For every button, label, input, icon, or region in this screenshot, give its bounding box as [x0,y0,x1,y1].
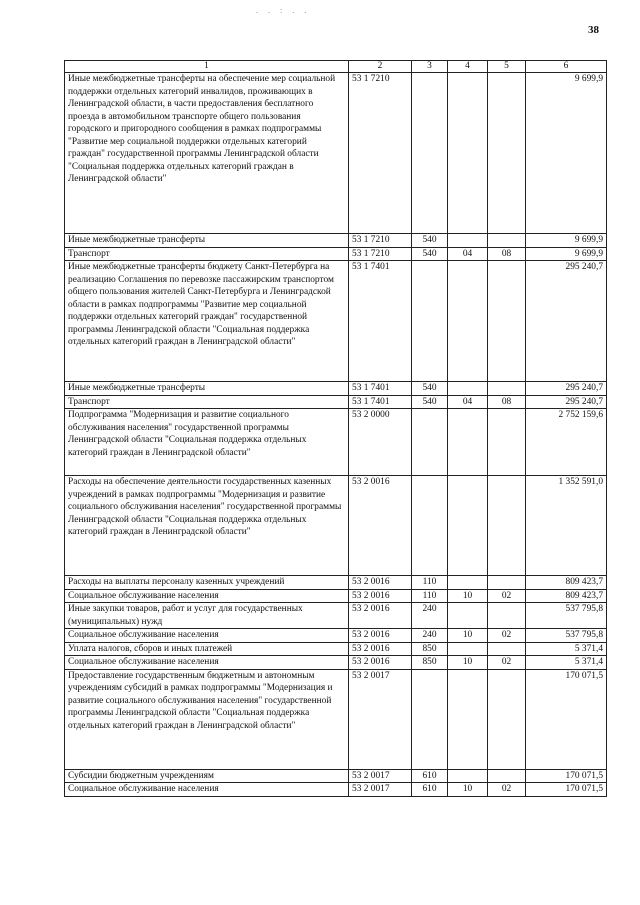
row-code-cell: 53 1 7401 [349,395,412,409]
row-section-cell: 10 [448,656,488,670]
row-amount-cell: 9 699,9 [526,73,607,234]
row-name-cell: Расходы на выплаты персоналу казенных учреждений [65,576,349,590]
row-code-cell: 53 2 0016 [349,656,412,670]
table-row [65,73,607,234]
row-expense-type-cell [412,73,448,234]
row-subsection-cell [488,73,526,234]
row-subsection-cell: 02 [488,629,526,643]
row-code-cell: 53 2 0016 [349,603,412,629]
row-section-cell [448,769,488,783]
row-subsection-cell: 02 [488,656,526,670]
row-subsection-cell: 08 [488,247,526,261]
row-subsection-cell [488,261,526,382]
row-section-cell: 10 [448,783,488,797]
row-section-cell: 04 [448,247,488,261]
table-row [65,261,607,382]
table-row [65,603,607,629]
row-name-cell: Уплата налогов, сборов и иных платежей [65,642,349,656]
row-expense-type-cell: 110 [412,576,448,590]
row-subsection-cell [488,476,526,576]
row-section-cell [448,642,488,656]
row-subsection-cell: 02 [488,783,526,797]
row-section-cell [448,73,488,234]
header-cell-1: 1 [65,61,349,73]
row-name-cell: Субсидии бюджетным учреждениям [65,769,349,783]
row-section-cell [448,476,488,576]
header-cell-6: 6 [526,61,607,73]
row-amount-cell: 537 795,8 [526,629,607,643]
row-amount-cell: 809 423,7 [526,576,607,590]
row-code-cell: 53 2 0016 [349,576,412,590]
table-row [65,656,607,670]
table-row [65,576,607,590]
table-row [65,642,607,656]
row-name-cell: Иные межбюджетные трансферты [65,382,349,396]
row-amount-cell: 2 752 159,6 [526,409,607,476]
table-row [65,589,607,603]
table-row [65,629,607,643]
table-row [65,382,607,396]
row-amount-cell: 295 240,7 [526,261,607,382]
row-amount-cell: 170 071,5 [526,669,607,769]
header-cell-3: 3 [412,61,448,73]
row-code-cell: 53 2 0016 [349,642,412,656]
row-code-cell: 53 1 7210 [349,247,412,261]
row-code-cell: 53 2 0016 [349,476,412,576]
row-expense-type-cell: 540 [412,234,448,248]
row-code-cell: 53 1 7401 [349,261,412,382]
table-row [65,234,607,248]
row-name-cell: Иные межбюджетные трансферты [65,234,349,248]
row-name-cell: Иные межбюджетные трансферты на обеспечение мер социальной поддержки отдельных категорий инвалидов, проживающих в Ленинградской области, в части предоставления бесплатного проезда в автомобильном транспорте общего пользования городского и пригородного сообщения в рамках подпрограммы "Развитие мер социальной поддержки отдельных категорий граждан" государственной программы Ленинградской области "Социальная поддержка отдельных категорий граждан в Ленинградской области" [65,73,349,234]
row-expense-type-cell: 850 [412,656,448,670]
row-section-cell [448,261,488,382]
row-amount-cell: 9 699,9 [526,234,607,248]
row-subsection-cell [488,603,526,629]
row-expense-type-cell: 540 [412,395,448,409]
row-expense-type-cell [412,476,448,576]
row-expense-type-cell: 540 [412,382,448,396]
row-name-cell: Социальное обслуживание населения [65,783,349,797]
row-subsection-cell: 08 [488,395,526,409]
scan-marks: . . : . . [256,6,311,15]
row-code-cell: 53 2 0017 [349,783,412,797]
row-subsection-cell [488,642,526,656]
row-expense-type-cell [412,669,448,769]
row-section-cell [448,382,488,396]
row-code-cell: 53 2 0016 [349,589,412,603]
budget-table [64,60,607,797]
row-subsection-cell: 02 [488,589,526,603]
row-subsection-cell [488,234,526,248]
table-row [65,476,607,576]
row-amount-cell: 1 352 591,0 [526,476,607,576]
row-section-cell [448,669,488,769]
table-row [65,247,607,261]
row-section-cell [448,234,488,248]
row-amount-cell: 295 240,7 [526,382,607,396]
row-name-cell: Социальное обслуживание населения [65,629,349,643]
row-amount-cell: 5 371,4 [526,642,607,656]
row-code-cell: 53 2 0016 [349,629,412,643]
row-expense-type-cell [412,261,448,382]
row-name-cell: Иные межбюджетные трансферты бюджету Санкт-Петербурга на реализацию Соглашения по перевозке пассажирским транспортом общего пользования жителей Санкт-Петербурга и Ленинградской области в рамках подпрограммы "Развитие мер социальной поддержки отдельных категорий граждан" государственной программы Ленинградской области "Социальная поддержка отдельных категорий граждан в Ленинградской области" [65,261,349,382]
row-amount-cell: 5 371,4 [526,656,607,670]
header-cell-5: 5 [488,61,526,73]
row-expense-type-cell [412,409,448,476]
row-name-cell: Иные закупки товаров, работ и услуг для государственных (муниципальных) нужд [65,603,349,629]
row-name-cell: Социальное обслуживание населения [65,656,349,670]
row-expense-type-cell: 850 [412,642,448,656]
row-section-cell [448,409,488,476]
row-name-cell: Транспорт [65,395,349,409]
row-code-cell: 53 2 0017 [349,669,412,769]
row-name-cell: Предоставление государственным бюджетным и автономным учреждениям субсидий в рамках подпрограммы "Модернизация и развитие социального обслуживания населения" государственной программы Ленинградской области "Социальная поддержка отдельных категорий граждан в Ленинградской области" [65,669,349,769]
table-row [65,669,607,769]
row-section-cell: 10 [448,629,488,643]
row-section-cell: 04 [448,395,488,409]
row-section-cell: 10 [448,589,488,603]
row-subsection-cell [488,382,526,396]
row-amount-cell: 9 699,9 [526,247,607,261]
table-row [65,395,607,409]
row-section-cell [448,603,488,629]
page-number: 38 [588,24,599,36]
row-amount-cell: 170 071,5 [526,769,607,783]
row-expense-type-cell: 610 [412,783,448,797]
row-subsection-cell [488,409,526,476]
row-expense-type-cell: 240 [412,629,448,643]
row-code-cell: 53 2 0017 [349,769,412,783]
header-row [65,61,607,73]
table-row [65,769,607,783]
row-name-cell: Подпрограмма "Модернизация и развитие социального обслуживания населения" государственной программы Ленинградской области "Социальная поддержка отдельных категорий граждан в Ленинградской области" [65,409,349,476]
row-code-cell: 53 1 7210 [349,234,412,248]
row-section-cell [448,576,488,590]
row-code-cell: 53 1 7401 [349,382,412,396]
row-expense-type-cell: 110 [412,589,448,603]
row-expense-type-cell: 240 [412,603,448,629]
row-subsection-cell [488,669,526,769]
row-amount-cell: 537 795,8 [526,603,607,629]
table-row [65,783,607,797]
row-amount-cell: 295 240,7 [526,395,607,409]
row-expense-type-cell: 540 [412,247,448,261]
row-amount-cell: 170 071,5 [526,783,607,797]
row-subsection-cell [488,769,526,783]
row-name-cell: Транспорт [65,247,349,261]
row-subsection-cell [488,576,526,590]
row-name-cell: Расходы на обеспечение деятельности государственных казенных учреждений в рамках подпрограммы "Модернизация и развитие социального обслуживания населения" государственной программы Ленинградской области "Социальная поддержка отдельных категорий граждан в Ленинградской области" [65,476,349,576]
row-amount-cell: 809 423,7 [526,589,607,603]
header-cell-4: 4 [448,61,488,73]
row-expense-type-cell: 610 [412,769,448,783]
table-row [65,409,607,476]
header-cell-2: 2 [349,61,412,73]
row-name-cell: Социальное обслуживание населения [65,589,349,603]
row-code-cell: 53 1 7210 [349,73,412,234]
row-code-cell: 53 2 0000 [349,409,412,476]
